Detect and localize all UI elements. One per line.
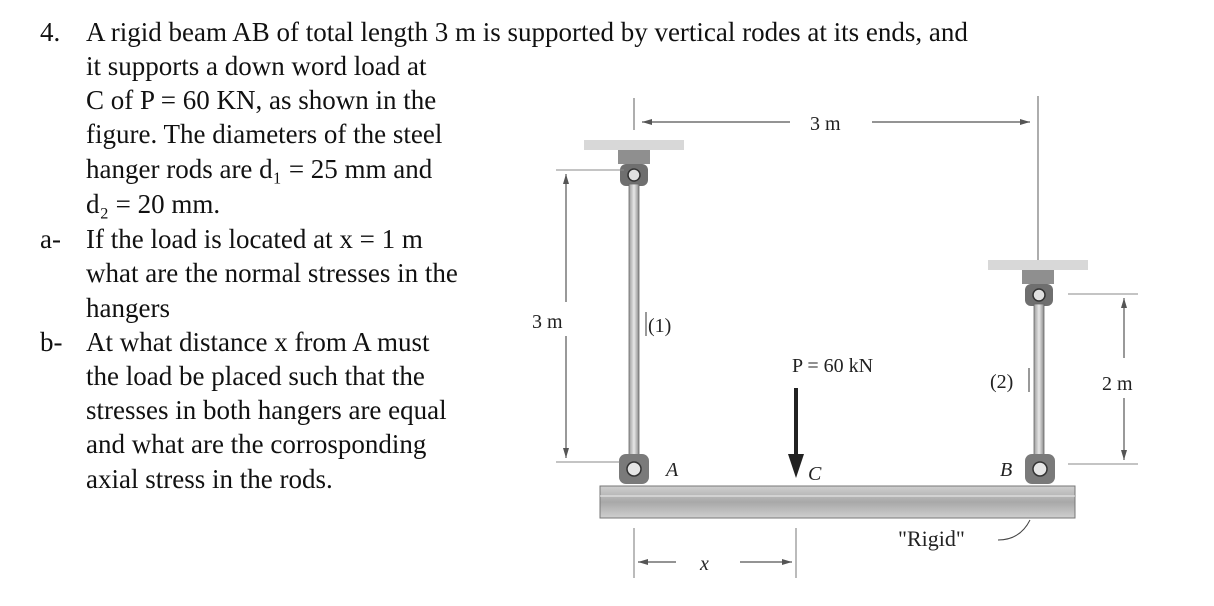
part-b-line-5: axial stress in the rods. [86, 464, 333, 494]
rod-1-length-label: 3 m [532, 311, 563, 333]
x-dimension [634, 528, 796, 578]
rod-2-length-label: 2 m [1102, 373, 1133, 395]
problem-number: 4. [40, 17, 61, 47]
part-b-line-4: and what are the corrosponding [86, 429, 427, 459]
part-b-line-1: At what distance x from A must [86, 327, 430, 357]
span-dimension [634, 96, 1038, 268]
rigid-label: "Rigid" [898, 526, 965, 551]
rod-2-label: (2) [990, 371, 1014, 393]
part-a-line-3: hangers [86, 293, 170, 323]
part-b-label: b- [40, 327, 63, 357]
problem-line-4: figure. The diameters of the steel [86, 119, 443, 149]
span-label: 3 m [810, 113, 841, 135]
point-c-label: C [808, 463, 822, 485]
point-a-label: A [666, 459, 679, 481]
part-a-label: a- [40, 224, 61, 254]
problem-line-1: A rigid beam AB of total length 3 m is supported by vertical rodes at its ends, and [86, 17, 968, 47]
rod-1-label: (1) [648, 315, 672, 337]
rod-1 [629, 184, 639, 458]
support-1 [584, 140, 684, 186]
part-a-line-2: what are the normal stresses in the [86, 258, 458, 288]
problem-line-5: hanger rods are d₁ = 25 mm and [86, 154, 433, 184]
part-b-line-3: stresses in both hangers are equal [86, 395, 447, 425]
load-label: P = 60 kN [792, 355, 874, 377]
problem-line-2: it supports a down word load at [86, 51, 427, 81]
problem-line-3: C of P = 60 KN, as shown in the [86, 85, 437, 115]
clevis-a [619, 454, 649, 484]
part-a-line-1: If the load is located at x = 1 m [86, 224, 423, 254]
clevis-b [1025, 454, 1055, 484]
rod-2 [1034, 304, 1044, 458]
point-b-label: B [1000, 459, 1013, 481]
rod-1-dimension [532, 170, 624, 462]
load-arrow [788, 355, 873, 478]
beam-figure [520, 88, 1180, 598]
rigid-beam [600, 486, 1075, 518]
x-label: x [700, 553, 709, 575]
rod-2-dimension [1068, 294, 1138, 464]
problem-line-6: d₂ = 20 mm. [86, 189, 221, 219]
support-2 [988, 260, 1088, 306]
part-b-line-2: the load be placed such that the [86, 361, 425, 391]
rigid-callout [898, 520, 1030, 551]
